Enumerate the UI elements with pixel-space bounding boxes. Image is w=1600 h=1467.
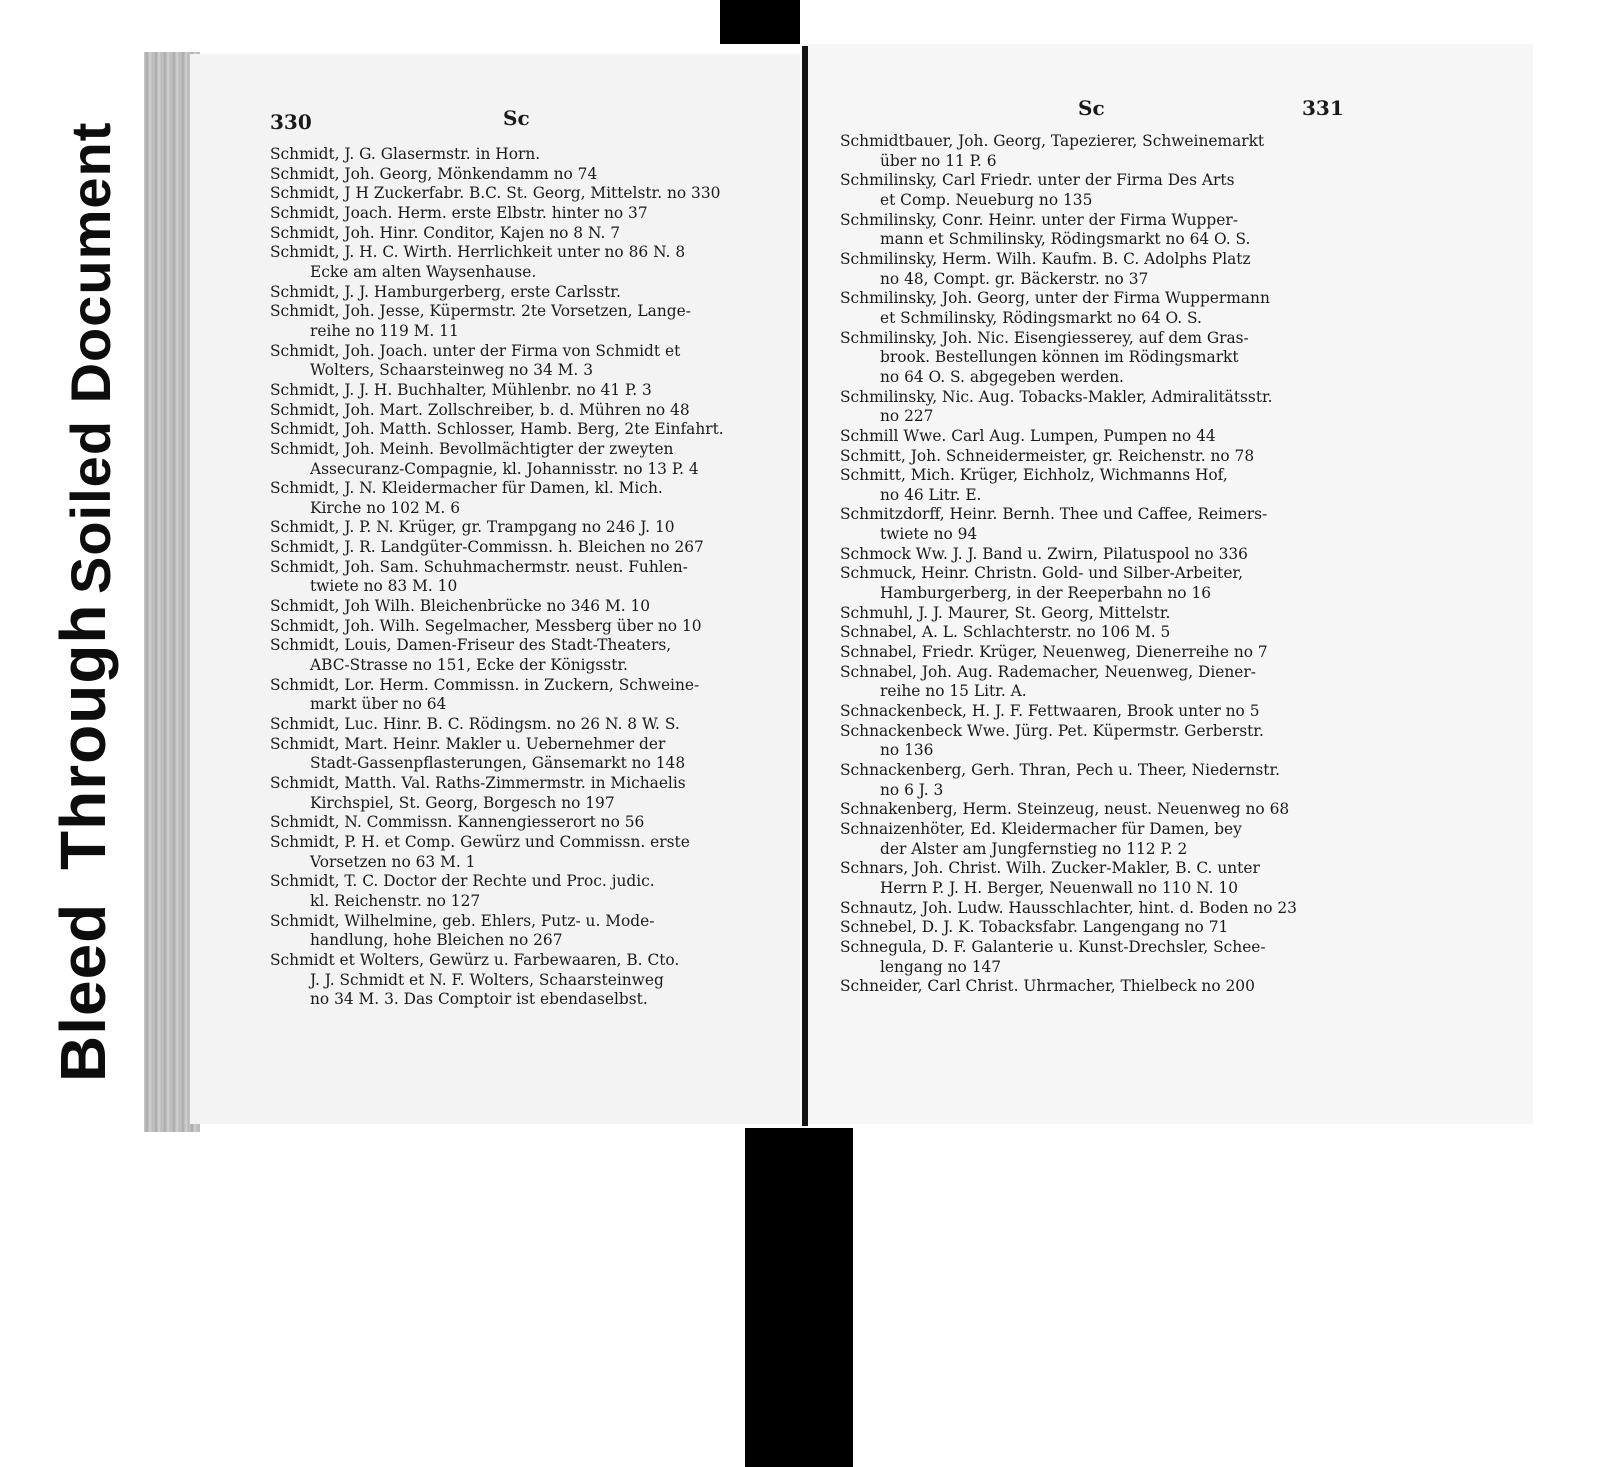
entry-line: Schnabel, Joh. Aug. Rademacher, Neuenweg, Diener- — [840, 662, 1256, 681]
directory-entry — [840, 505, 1345, 544]
entry-line: Schmitt, Joh. Schneidermeister, gr. Reichenstr. no 78 — [840, 446, 1255, 465]
entry-line: Schnackenbeck, H. J. F. Fettwaaren, Brook unter no 5 — [840, 702, 1260, 721]
entry-line: Schmidt, Joach. Herm. erste Elbstr. hinter no 37 — [270, 203, 648, 222]
entry-line: ABC-Strasse no 151, Ecke der Königsstr. — [310, 656, 628, 675]
directory-entry — [840, 761, 1345, 800]
entry-line: Schmidt, Louis, Damen-Friseur des Stadt-Theaters, — [270, 636, 672, 655]
entry-line: Schmidt et Wolters, Gewürz u. Farbewaaren, B. Cto. — [270, 950, 680, 969]
entry-line: twiete no 83 M. 10 — [310, 577, 458, 596]
entry-line: Schneider, Carl Christ. Uhrmacher, Thielbeck no 200 — [840, 977, 1255, 996]
directory-entry — [270, 224, 780, 244]
entry-line: Stadt-Gassenpflasterungen, Gänsemarkt no 148 — [310, 754, 686, 773]
entry-line: no 46 Litr. E. — [880, 485, 982, 504]
black-tab-top — [720, 0, 800, 44]
directory-entry — [270, 145, 780, 165]
right-directory-column — [840, 132, 1345, 997]
entry-line: handlung, hohe Bleichen no 267 — [310, 931, 563, 950]
entry-line: Schmidt, Lor. Herm. Commissn. in Zuckern, Schweine- — [270, 675, 700, 694]
entry-line: Ecke am alten Waysenhause. — [310, 262, 537, 281]
directory-entry — [270, 420, 780, 440]
directory-entry — [270, 518, 780, 538]
entry-line: Schmilinsky, Conr. Heinr. unter der Firma Wupper- — [840, 210, 1238, 229]
directory-entry — [840, 604, 1345, 624]
directory-entry — [840, 820, 1345, 859]
black-tab-bottom — [745, 1128, 853, 1467]
entry-line: Schmidt, J. J. Hamburgerberg, erste Carlsstr. — [270, 282, 621, 301]
directory-entry — [840, 427, 1345, 447]
entry-line: Schmidt, Wilhelmine, geb. Ehlers, Putz- u. Mode- — [270, 911, 655, 930]
entry-line: no 48, Compt. gr. Bäckerstr. no 37 — [880, 269, 1149, 288]
entry-line: über no 11 P. 6 — [880, 151, 997, 170]
soiled-document-label: Soiled Document — [59, 121, 122, 594]
entry-line: Schmilinsky, Herm. Wilh. Kaufm. B. C. Adolphs Platz — [840, 249, 1251, 268]
entry-line: Schnebel, D. J. K. Tobacksfabr. Langengang no 71 — [840, 918, 1229, 937]
entry-line: et Schmilinsky, Rödingsmarkt no 64 O. S. — [880, 308, 1202, 327]
bleed-through-label: Bleed Through — [47, 603, 119, 1082]
entry-line: no 34 M. 3. Das Comptoir ist ebendaselbst. — [310, 990, 648, 1009]
directory-entry — [270, 912, 780, 951]
left-page-header: Sc — [503, 106, 530, 130]
directory-entry — [840, 545, 1345, 565]
left-page-number: 330 — [270, 110, 312, 134]
entry-line: Schmidt, J. H. C. Wirth. Herrlichkeit unter no 86 N. 8 — [270, 243, 686, 262]
entry-line: Schmidt, Matth. Val. Raths-Zimmermstr. in Michaelis — [270, 774, 686, 792]
entry-line: Kirche no 102 M. 6 — [310, 498, 460, 517]
entry-line: J. J. Schmidt et N. F. Wolters, Schaarsteinweg — [310, 970, 664, 989]
entry-line: Schmidt, Joh. Joach. unter der Firma von Schmidt et — [270, 341, 681, 360]
directory-entry — [270, 715, 780, 735]
entry-line: Schnackenbeck Wwe. Jürg. Pet. Küpermstr. Gerberstr. — [840, 721, 1264, 740]
entry-line: markt über no 64 — [310, 695, 447, 714]
entry-line: Schmidt, Joh. Jesse, Küpermstr. 2te Vorsetzen, Lange- — [270, 302, 691, 321]
entry-line: Schmitzdorff, Heinr. Bernh. Thee und Caffee, Reimers- — [840, 505, 1268, 524]
directory-entry — [840, 329, 1345, 388]
book-gutter — [802, 46, 808, 1126]
directory-entry — [270, 283, 780, 303]
entry-line: twiete no 94 — [880, 525, 978, 544]
entry-line: kl. Reichenstr. no 127 — [310, 891, 481, 910]
directory-entry — [270, 735, 780, 774]
directory-entry — [840, 289, 1345, 328]
entry-line: Schmuck, Heinr. Christn. Gold- und Silber-Arbeiter, — [840, 564, 1243, 583]
directory-entry — [270, 676, 780, 715]
entry-line: Herrn P. J. H. Berger, Neuenwall no 110 N. 10 — [880, 878, 1239, 897]
entry-line: Schnegula, D. F. Galanterie u. Kunst-Drechsler, Schee- — [840, 937, 1266, 956]
directory-entry — [270, 951, 780, 1010]
directory-entry — [840, 250, 1345, 289]
entry-line: Schnars, Joh. Christ. Wilh. Zucker-Makler, B. C. unter — [840, 859, 1260, 878]
entry-line: Schnaizenhöter, Ed. Kleidermacher für Damen, bey — [840, 819, 1242, 838]
entry-line: Schmitt, Mich. Krüger, Eichholz, Wichmanns Hof, — [840, 466, 1228, 485]
directory-entry — [270, 813, 780, 833]
entry-line: Schnautz, Joh. Ludw. Hausschlachter, hint. d. Boden no 23 — [840, 898, 1297, 917]
entry-line: Schnackenberg, Gerh. Thran, Pech u. Theer, Niedernstr. — [840, 761, 1281, 779]
entry-line: Hamburgerberg, in der Reeperbahn no 16 — [880, 584, 1212, 603]
directory-entry — [840, 663, 1345, 702]
directory-entry — [270, 558, 780, 597]
directory-entry — [270, 204, 780, 224]
directory-entry — [270, 381, 780, 401]
entry-line: et Comp. Neueburg no 135 — [880, 190, 1093, 209]
entry-line: Schmidt, Joh. Wilh. Segelmacher, Messberg über no 10 — [270, 616, 702, 635]
directory-entry — [270, 636, 780, 675]
directory-entry — [270, 243, 780, 282]
entry-line: Schmidt, J H Zuckerfabr. B.C. St. Georg, Mittelstr. no 330 — [270, 184, 721, 203]
entry-line: Assecuranz-Compagnie, kl. Johannisstr. no 13 P. 4 — [310, 459, 699, 478]
left-directory-column — [270, 145, 780, 1010]
directory-entry — [840, 899, 1345, 919]
entry-line: brook. Bestellungen können im Rödingsmarkt — [880, 348, 1239, 367]
directory-entry — [840, 702, 1345, 722]
entry-line: Kirchspiel, St. Georg, Borgesch no 197 — [310, 793, 615, 812]
entry-line: Schmidt, Joh. Meinh. Bevollmächtigter der zweyten — [270, 439, 674, 458]
entry-line: Schmidt, J. R. Landgüter-Commissn. h. Bleichen no 267 — [270, 538, 704, 557]
entry-line: Schmidt, P. H. et Comp. Gewürz und Commissn. erste — [270, 832, 690, 851]
directory-entry — [840, 623, 1345, 643]
directory-entry — [840, 211, 1345, 250]
entry-line: Schmidt, T. C. Doctor der Rechte und Proc. judic. — [270, 872, 655, 891]
entry-line: Schmidt, J. J. H. Buchhalter, Mühlenbr. no 41 P. 3 — [270, 380, 652, 399]
entry-line: Schnabel, Friedr. Krüger, Neuenweg, Dienerreihe no 7 — [840, 643, 1268, 662]
directory-entry — [270, 833, 780, 872]
entry-line: Schnakenberg, Herm. Steinzeug, neust. Neuenweg no 68 — [840, 800, 1290, 819]
entry-line: Schmidt, Joh. Matth. Schlosser, Hamb. Berg, 2te Einfahrt. — [270, 420, 724, 439]
entry-line: Schmidt, J. N. Kleidermacher für Damen, kl. Mich. — [270, 479, 663, 498]
entry-line: reihe no 119 M. 11 — [310, 321, 459, 340]
entry-line: Schmidt, Joh. Mart. Zollschreiber, b. d. Mühren no 48 — [270, 400, 690, 419]
entry-line: Schmilinsky, Joh. Georg, unter der Firma Wuppermann — [840, 289, 1270, 308]
right-page-number: 331 — [1302, 96, 1344, 120]
entry-line: Schmilinsky, Carl Friedr. unter der Firma Des Arts — [840, 171, 1235, 190]
entry-line: der Alster am Jungfernstieg no 112 P. 2 — [880, 839, 1188, 858]
entry-line: Schnabel, A. L. Schlachterstr. no 106 M. 5 — [840, 623, 1171, 642]
directory-entry — [840, 171, 1345, 210]
entry-line: Schmidt, Joh Wilh. Bleichenbrücke no 346 M. 10 — [270, 597, 651, 616]
entry-line: Schmidt, Joh. Hinr. Conditor, Kajen no 8 N. 7 — [270, 223, 621, 242]
entry-line: no 6 J. 3 — [880, 780, 944, 799]
entry-line: Schmidt, Joh. Georg, Mönkendamm no 74 — [270, 164, 598, 183]
entry-line: Schmilinsky, Nic. Aug. Tobacks-Makler, Admiralitätsstr. — [840, 387, 1273, 406]
entry-line: no 227 — [880, 407, 934, 426]
entry-line: Schmidt, Luc. Hinr. B. C. Rödingsm. no 26 N. 8 W. S. — [270, 715, 680, 734]
directory-entry — [840, 800, 1345, 820]
directory-entry — [840, 977, 1345, 997]
directory-entry — [270, 872, 780, 911]
directory-entry — [840, 938, 1345, 977]
directory-entry — [270, 342, 780, 381]
directory-entry — [270, 774, 780, 813]
directory-entry — [840, 466, 1345, 505]
entry-line: reihe no 15 Litr. A. — [880, 682, 1027, 701]
directory-entry — [840, 722, 1345, 761]
entry-line: no 136 — [880, 741, 934, 760]
directory-entry — [270, 479, 780, 518]
entry-line: Schmidtbauer, Joh. Georg, Tapezierer, Schweinemarkt — [840, 132, 1265, 150]
entry-line: Schmock Ww. J. J. Band u. Zwirn, Pilatuspool no 336 — [840, 544, 1248, 563]
directory-entry — [270, 165, 780, 185]
entry-line: Vorsetzen no 63 M. 1 — [310, 852, 476, 871]
directory-entry — [840, 918, 1345, 938]
directory-entry — [270, 538, 780, 558]
entry-line: Schmilinsky, Joh. Nic. Eisengiesserey, auf dem Gras- — [840, 328, 1249, 347]
entry-line: Schmill Wwe. Carl Aug. Lumpen, Pumpen no 44 — [840, 426, 1216, 445]
directory-entry — [270, 597, 780, 617]
entry-line: Wolters, Schaarsteinweg no 34 M. 3 — [310, 361, 594, 380]
directory-entry — [270, 617, 780, 637]
entry-line: no 64 O. S. abgegeben werden. — [880, 367, 1124, 386]
right-page-header: Sc — [1078, 96, 1105, 120]
directory-entry — [270, 184, 780, 204]
directory-entry — [270, 440, 780, 479]
directory-entry — [270, 401, 780, 421]
directory-entry — [840, 132, 1345, 171]
directory-entry — [270, 302, 780, 341]
entry-line: Schmidt, N. Commissn. Kannengiesserort no 56 — [270, 813, 645, 832]
entry-line: lengang no 147 — [880, 957, 1002, 976]
entry-line: mann et Schmilinsky, Rödingsmarkt no 64 O. S. — [880, 230, 1251, 249]
directory-entry — [840, 388, 1345, 427]
directory-entry — [840, 643, 1345, 663]
entry-line: Schmidt, Joh. Sam. Schuhmachermstr. neust. Fuhlen- — [270, 557, 688, 576]
entry-line: Schmidt, J. G. Glasermstr. in Horn. — [270, 145, 541, 163]
entry-line: Schmuhl, J. J. Maurer, St. Georg, Mittelstr. — [840, 603, 1171, 622]
entry-line: Schmidt, Mart. Heinr. Makler u. Uebernehmer der — [270, 734, 666, 753]
directory-entry — [840, 447, 1345, 467]
directory-entry — [840, 564, 1345, 603]
entry-line: Schmidt, J. P. N. Krüger, gr. Trampgang no 246 J. 10 — [270, 518, 675, 537]
directory-entry — [840, 859, 1345, 898]
